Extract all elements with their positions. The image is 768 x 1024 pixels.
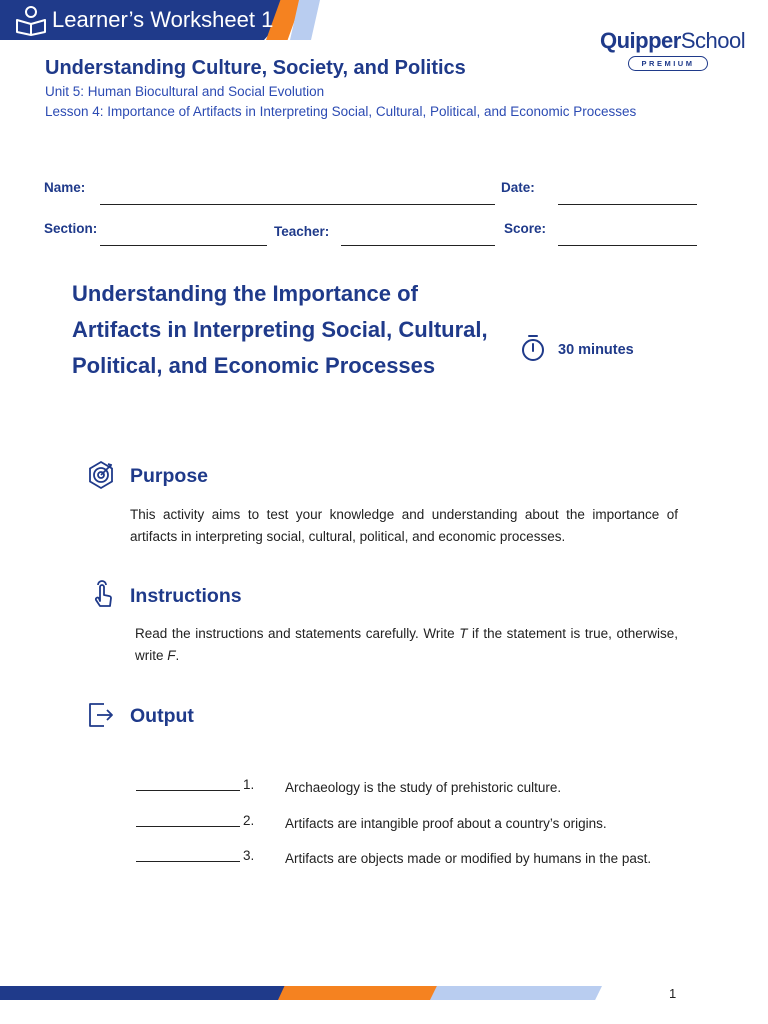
output-arrow-icon	[86, 700, 116, 730]
item-number: 2.	[243, 813, 255, 828]
item-statement: Artifacts are intangible proof about a country’s origins.	[285, 816, 607, 831]
instructions-heading: Instructions	[130, 585, 242, 607]
purpose-heading: Purpose	[130, 465, 209, 487]
lesson-label: Lesson 4: Importance of Artifacts in Interpreting Social, Cultural, Political, and Economic Processes	[45, 104, 637, 119]
quipper-school-logo	[600, 28, 746, 71]
answer-blank[interactable]	[136, 861, 240, 862]
output-item-3	[136, 848, 678, 892]
stopwatch-icon	[521, 334, 545, 362]
logo-bold-text: Quipper	[600, 28, 681, 53]
premium-badge: PREMIUM	[628, 56, 708, 71]
footer-bar-orange	[278, 986, 440, 1000]
worksheet-title: Understanding the Importance of Artifacts in Interpreting Social, Cultural, Political, and Economic Processes	[72, 281, 488, 378]
false-marker: F	[167, 648, 176, 663]
section-field-line[interactable]	[100, 245, 267, 246]
unit-label: Unit 5: Human Biocultural and Social Evolution	[45, 84, 325, 99]
item-statement: Artifacts are objects made or modified by humans in the past.	[285, 851, 652, 866]
footer-bar-blue	[0, 986, 290, 1000]
teacher-label: Teacher:	[274, 224, 330, 239]
output-heading: Output	[130, 705, 194, 727]
item-statement: Archaeology is the study of prehistoric culture.	[285, 780, 562, 795]
true-marker: T	[459, 626, 468, 641]
logo-light-text: School	[680, 28, 746, 53]
worksheet-banner-title: Learner’s Worksheet 1	[52, 7, 274, 32]
time-allotment: 30 minutes	[558, 342, 634, 358]
instructions-text-a: Read the instructions and statements carefully. Write	[135, 626, 460, 641]
instructions-text-b: if the statement is true, otherwise, write	[135, 626, 678, 663]
target-icon	[86, 460, 116, 490]
answer-blank[interactable]	[136, 826, 240, 827]
purpose-text: This activity aims to test your knowledge and understanding about the importance of artifacts in interpreting social, cultural, political, and economic processes.	[130, 507, 678, 544]
footer-bar-light	[430, 986, 602, 1000]
item-number: 1.	[243, 777, 255, 792]
section-label: Section:	[44, 221, 98, 236]
name-field-line[interactable]	[100, 204, 495, 205]
subject-title: Understanding Culture, Society, and Politics	[45, 57, 466, 79]
instructions-text	[135, 623, 678, 667]
date-label: Date:	[501, 180, 535, 195]
date-field-line[interactable]	[558, 204, 697, 205]
item-number: 3.	[243, 848, 255, 863]
score-field-line[interactable]	[558, 245, 697, 246]
name-label: Name:	[44, 180, 86, 195]
page-number: 1	[669, 986, 677, 1001]
answer-blank[interactable]	[136, 790, 240, 791]
tap-hand-icon	[86, 579, 116, 609]
reader-icon	[14, 4, 48, 36]
instructions-text-c: .	[175, 648, 180, 663]
score-label: Score:	[504, 221, 547, 236]
teacher-field-line[interactable]	[341, 245, 495, 246]
